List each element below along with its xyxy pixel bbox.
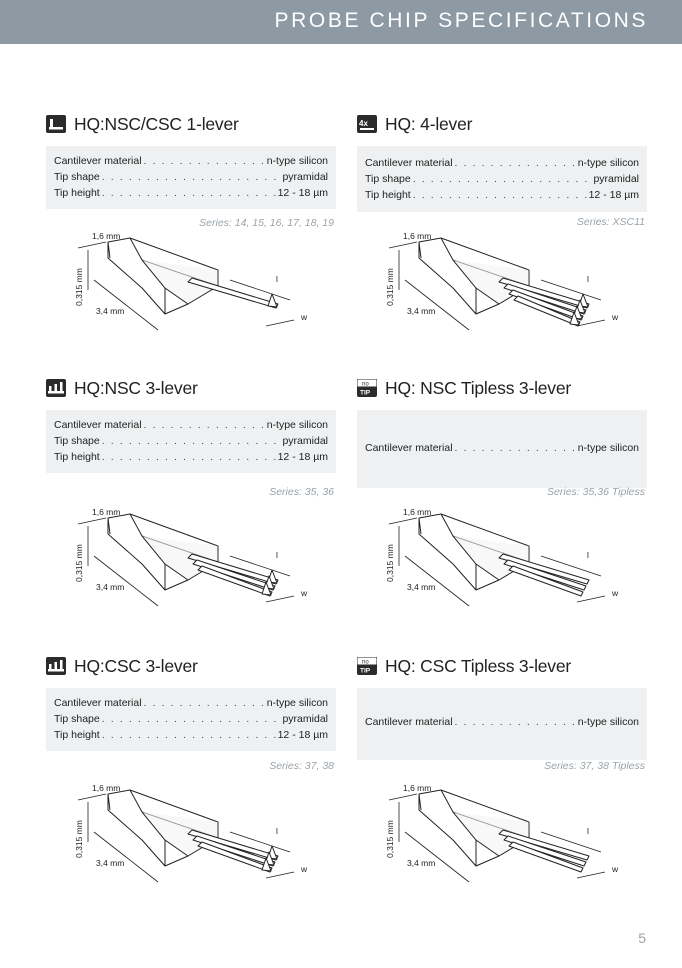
chip-diagram bbox=[70, 230, 320, 345]
dimension-length bbox=[389, 242, 417, 248]
label-height: 0,315 mm bbox=[385, 544, 395, 582]
spec-value: pyramidal bbox=[593, 173, 639, 185]
label-height: 0,315 mm bbox=[74, 820, 84, 858]
spec-table bbox=[46, 688, 336, 751]
spec-value: 12 - 18 µm bbox=[277, 729, 328, 741]
series-label: Series: 35,36 Tipless bbox=[547, 486, 645, 498]
label-l: l bbox=[276, 274, 278, 284]
series-label: Series: 14, 15, 16, 17, 18, 19 bbox=[199, 217, 334, 229]
spec-value: pyramidal bbox=[282, 171, 328, 183]
header-title: PROBE CHIP SPECIFICATIONS bbox=[274, 9, 648, 32]
spec-row bbox=[54, 185, 328, 201]
spec-row bbox=[365, 155, 639, 171]
label-depth: 3,4 mm bbox=[407, 306, 436, 316]
spec-label: Tip shape bbox=[365, 173, 411, 185]
no-tip-icon bbox=[357, 657, 377, 675]
label-depth: 3,4 mm bbox=[96, 858, 125, 868]
spec-value: 12 - 18 µm bbox=[277, 187, 328, 199]
spec-label: Tip height bbox=[365, 189, 411, 201]
badge-text-tip: TIP bbox=[360, 389, 371, 397]
spec-label: Cantilever material bbox=[365, 716, 453, 728]
spec-label: Tip height bbox=[54, 187, 100, 199]
label-w: w bbox=[301, 588, 308, 598]
spec-row bbox=[54, 417, 328, 433]
label-l: l bbox=[276, 550, 278, 560]
chip-diagram bbox=[381, 230, 631, 345]
spec-label: Cantilever material bbox=[54, 155, 142, 167]
spec-label: Cantilever material bbox=[365, 157, 453, 169]
label-length: 1,6 mm bbox=[403, 231, 432, 241]
block-title-row bbox=[46, 112, 239, 136]
spec-table bbox=[46, 410, 336, 473]
svg-text:4x: 4x bbox=[359, 119, 368, 128]
spec-label: Cantilever material bbox=[54, 419, 142, 431]
label-depth: 3,4 mm bbox=[96, 582, 125, 592]
chip-diagram bbox=[70, 782, 320, 897]
block-title: HQ:NSC 3-lever bbox=[74, 377, 198, 398]
spec-value: n-type silicon bbox=[577, 442, 639, 454]
single-lever-icon bbox=[46, 115, 66, 133]
label-l: l bbox=[276, 826, 278, 836]
block-title-row bbox=[357, 376, 571, 400]
spec-value: n-type silicon bbox=[577, 157, 639, 169]
badge-text-no: no bbox=[362, 381, 369, 388]
block-title-row bbox=[357, 112, 472, 136]
spec-table bbox=[357, 410, 647, 488]
spec-value: 12 - 18 µm bbox=[588, 189, 639, 201]
label-l: l bbox=[587, 274, 589, 284]
series-label: Series: 37, 38 bbox=[269, 760, 334, 772]
label-w: w bbox=[612, 312, 619, 322]
series-label: Series: 37, 38 Tipless bbox=[544, 760, 645, 772]
spec-table bbox=[357, 146, 647, 212]
page-header bbox=[0, 0, 682, 44]
label-depth: 3,4 mm bbox=[407, 858, 436, 868]
dimension-length bbox=[389, 518, 417, 524]
badge-text-tip: TIP bbox=[360, 667, 371, 675]
spec-row bbox=[54, 711, 328, 727]
dimension-w bbox=[266, 320, 294, 326]
dimension-w bbox=[577, 872, 605, 878]
dimension-w bbox=[577, 320, 605, 326]
4x-lever-icon bbox=[357, 115, 377, 133]
spec-value: n-type silicon bbox=[577, 716, 639, 728]
spec-label: Tip shape bbox=[54, 713, 100, 725]
label-height: 0,315 mm bbox=[385, 820, 395, 858]
dimension-w bbox=[266, 596, 294, 602]
dimension-length bbox=[78, 242, 106, 248]
label-height: 0,315 mm bbox=[74, 544, 84, 582]
label-w: w bbox=[612, 588, 619, 598]
triple-lever-icon bbox=[46, 379, 66, 397]
label-w: w bbox=[301, 864, 308, 874]
label-w: w bbox=[612, 864, 619, 874]
block-title: HQ:CSC 3-lever bbox=[74, 655, 198, 676]
label-l: l bbox=[587, 826, 589, 836]
spec-value: 12 - 18 µm bbox=[277, 451, 328, 463]
label-depth: 3,4 mm bbox=[407, 582, 436, 592]
series-label: Series: 35, 36 bbox=[269, 486, 334, 498]
spec-row bbox=[54, 449, 328, 465]
spec-label: Tip shape bbox=[54, 435, 100, 447]
spec-label: Cantilever material bbox=[365, 442, 453, 454]
probe-tip bbox=[268, 294, 277, 307]
chip-diagram bbox=[70, 506, 320, 621]
label-length: 1,6 mm bbox=[92, 231, 121, 241]
label-depth: 3,4 mm bbox=[96, 306, 125, 316]
spec-label: Tip shape bbox=[54, 171, 100, 183]
label-length: 1,6 mm bbox=[92, 783, 121, 793]
label-length: 1,6 mm bbox=[92, 507, 121, 517]
spec-table bbox=[357, 688, 647, 760]
dimension-length bbox=[78, 794, 106, 800]
dimension-w bbox=[577, 596, 605, 602]
spec-label: Tip height bbox=[54, 729, 100, 741]
spec-value: pyramidal bbox=[282, 435, 328, 447]
spec-row bbox=[54, 727, 328, 743]
spec-row bbox=[54, 695, 328, 711]
spec-label: Cantilever material bbox=[54, 697, 142, 709]
dimension-w bbox=[266, 872, 294, 878]
label-length: 1,6 mm bbox=[403, 783, 432, 793]
page-number: 5 bbox=[638, 930, 646, 946]
block-title: HQ: 4-lever bbox=[385, 113, 473, 134]
spec-row bbox=[365, 440, 639, 456]
label-height: 0,315 mm bbox=[385, 268, 395, 306]
spec-value: n-type silicon bbox=[266, 697, 328, 709]
spec-row bbox=[365, 187, 639, 203]
spec-label: Tip height bbox=[54, 451, 100, 463]
dimension-length bbox=[389, 794, 417, 800]
block-title-row bbox=[357, 654, 571, 678]
dimension-length bbox=[78, 518, 106, 524]
spec-row bbox=[365, 714, 639, 730]
block-title: HQ: CSC Tipless 3-lever bbox=[385, 655, 572, 676]
spec-row bbox=[54, 169, 328, 185]
triple-lever-icon bbox=[46, 657, 66, 675]
block-title: HQ:NSC/CSC 1-lever bbox=[74, 113, 239, 134]
chip-diagram bbox=[381, 506, 631, 621]
badge-text-no: no bbox=[362, 659, 369, 666]
spec-table bbox=[46, 146, 336, 209]
block-title: HQ: NSC Tipless 3-lever bbox=[385, 377, 572, 398]
chip-diagram bbox=[381, 782, 631, 897]
spec-value: pyramidal bbox=[282, 713, 328, 725]
spec-row bbox=[365, 171, 639, 187]
label-height: 0,315 mm bbox=[74, 268, 84, 306]
spec-row bbox=[54, 153, 328, 169]
label-w: w bbox=[301, 312, 308, 322]
spec-value: n-type silicon bbox=[266, 155, 328, 167]
spec-row bbox=[54, 433, 328, 449]
no-tip-icon bbox=[357, 379, 377, 397]
spec-value: n-type silicon bbox=[266, 419, 328, 431]
block-title-row bbox=[46, 654, 198, 678]
label-length: 1,6 mm bbox=[403, 507, 432, 517]
series-label: Series: XSC11 bbox=[576, 216, 645, 228]
label-l: l bbox=[587, 550, 589, 560]
block-title-row bbox=[46, 376, 198, 400]
